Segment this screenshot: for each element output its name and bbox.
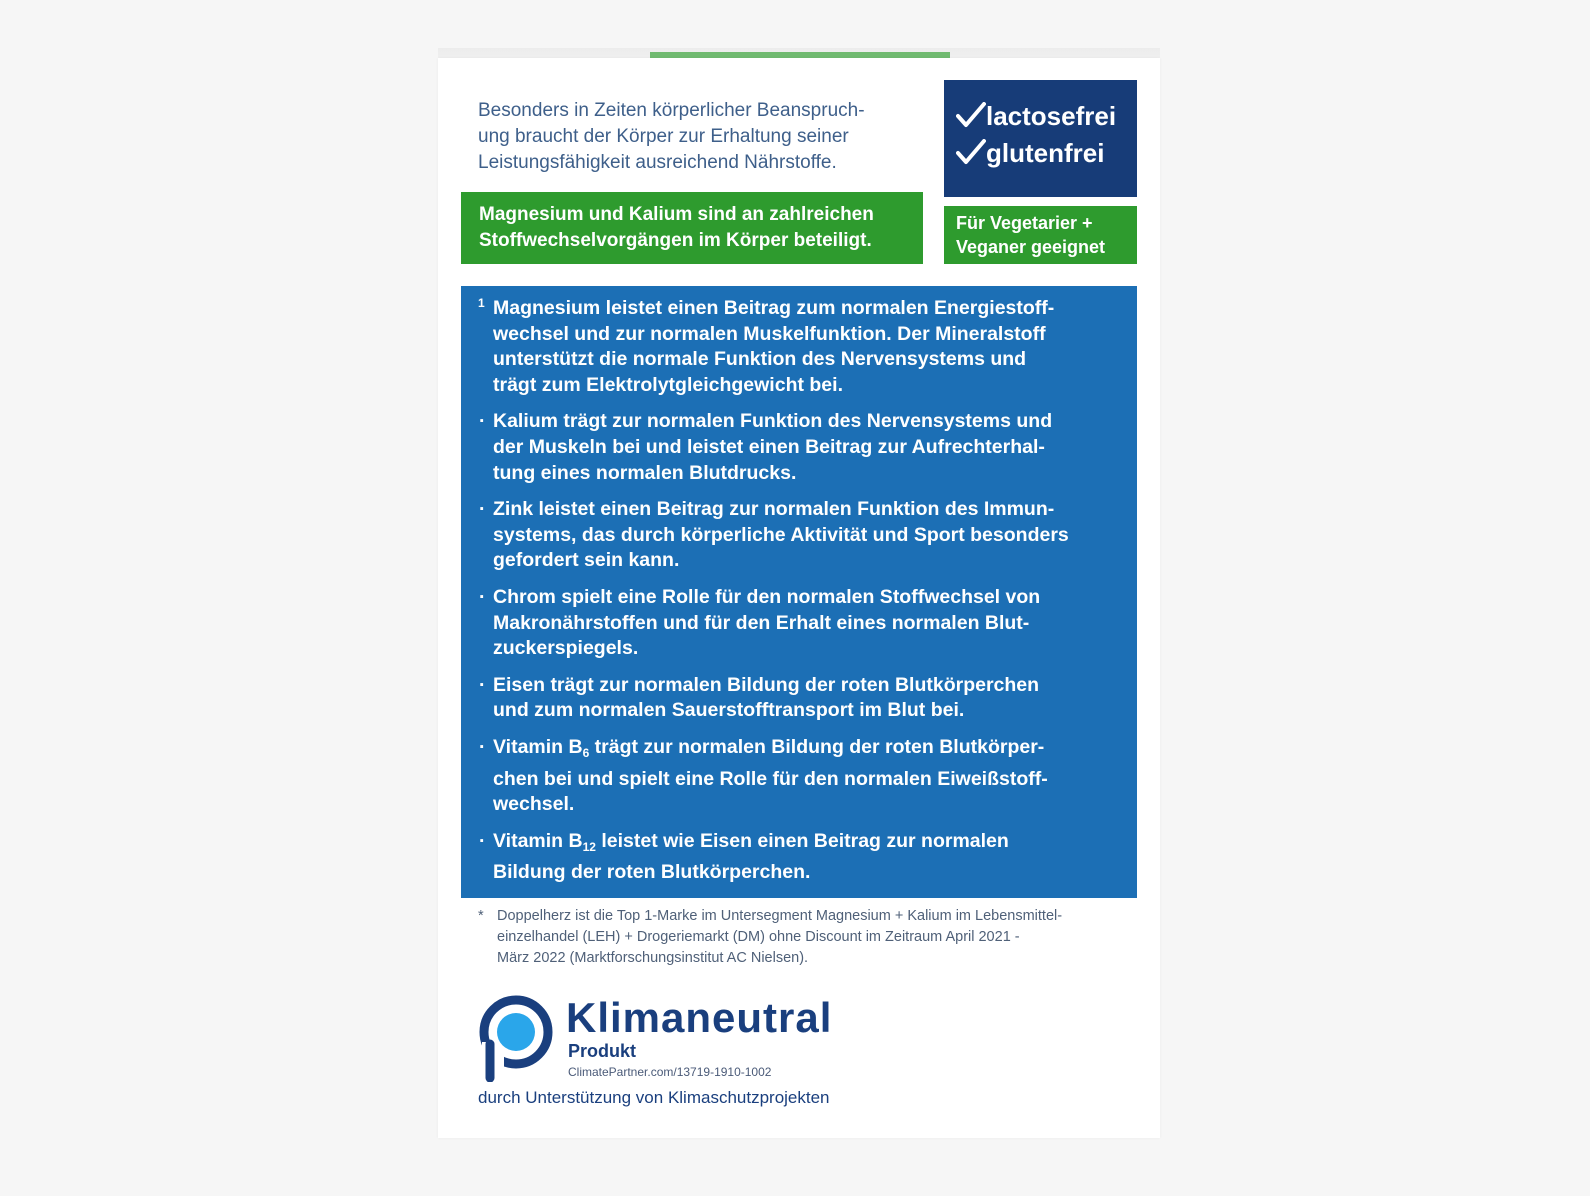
intro-line: Leistungsfähigkeit ausreichend Nährstoffe. [478, 152, 837, 173]
vegan-badge [944, 206, 1137, 264]
benefit-text: trägt zur normalen Bildung der roten Blutkörper- [589, 735, 1045, 758]
benefit-text: Vitamin B [493, 735, 583, 758]
benefit-kalium [479, 409, 1119, 486]
intro-line: Besonders in Zeiten körperlicher Beanspruch- [478, 100, 865, 121]
green-banner-line: Stoffwechselvorgängen im Körper beteiligt. [479, 230, 872, 251]
green-banner-line: Magnesium und Kalium sind an zahlreichen [479, 204, 874, 225]
benefit-zink [479, 497, 1119, 574]
bullet-dot: · [479, 735, 486, 758]
bullet-dot: · [479, 498, 486, 521]
asterisk: * [478, 908, 484, 924]
market-footnote [478, 906, 1138, 969]
bullet-dot: · [479, 673, 486, 696]
footnote-line: Doppelherz ist die Top 1-Marke im Untersegment Magnesium + Kalium im Lebensmittel- [497, 908, 1063, 924]
benefit-line: trägt zum Elektrolytgleichgewicht bei. [493, 373, 843, 396]
benefit-eisen [479, 673, 1119, 724]
gluten-free-row [956, 135, 1125, 172]
checkmark-icon [956, 102, 986, 128]
benefit-vitamin-b6 [479, 735, 1119, 818]
benefit-line: Chrom spielt eine Rolle für den normalen Stoffwechsel von [493, 585, 1041, 608]
subscript: 12 [582, 839, 596, 854]
benefit-line: und zum normalen Sauerstofftransport im Blut bei. [493, 699, 965, 722]
lactose-free-row [956, 98, 1125, 135]
benefit-line: der Muskeln bei und leistet einen Beitrag zur Aufrechterhal- [493, 435, 1045, 458]
subscript: 6 [582, 745, 590, 760]
benefit-line: unterstützt die normale Funktion des Nervensystems und [493, 348, 1027, 371]
benefit-line: Eisen trägt zur normalen Bildung der roten Blutkörperchen [493, 673, 1040, 696]
climate-support-text: durch Unterstützung von Klimaschutzprojekten [478, 1088, 830, 1107]
benefit-line: wechsel. [493, 793, 575, 816]
bullet-dot: · [479, 585, 486, 608]
benefit-vitamin-b12 [479, 829, 1119, 886]
benefit-line: Kalium trägt zur normalen Funktion des Nervensystems und [493, 410, 1053, 433]
benefit-line [493, 735, 1119, 767]
lactose-free-label: lactosefrei [986, 101, 1117, 131]
benefit-text: leistet wie Eisen einen Beitrag zur normalen [595, 829, 1009, 852]
checkmark-icon [956, 139, 986, 165]
klimaneutral-title: Klimaneutral [566, 994, 833, 1041]
benefit-line: systems, das durch körperliche Aktivität und Sport besonders [493, 523, 1069, 546]
green-banner [461, 192, 923, 264]
intro-line: ung braucht der Körper zur Erhaltung seiner [478, 126, 849, 147]
climate-partner-logo-icon [476, 992, 556, 1082]
benefit-line: Makronährstoffen und für den Erhalt eines normalen Blut- [493, 611, 1030, 634]
benefit-line: tung eines normalen Blutdrucks. [493, 461, 797, 484]
benefit-line: Magnesium leistet einen Beitrag zum normalen Energiestoff- [493, 297, 1055, 319]
benefit-line: wechsel und zur normalen Muskelfunktion. Der Mineralstoff [493, 322, 1046, 345]
benefit-line: chen bei und spielt eine Rolle für den normalen Eiweißstoff- [493, 767, 1048, 790]
vegan-badge-line: Für Vegetarier + [956, 213, 1093, 233]
free-from-badge [944, 80, 1137, 197]
benefit-text: Vitamin B [493, 829, 583, 852]
benefit-magnesium [479, 296, 1119, 398]
klimaneutral-subtitle: Produkt [568, 1041, 637, 1061]
intro-text [478, 98, 918, 176]
benefit-line: Bildung der roten Blutkörperchen. [493, 861, 811, 884]
gluten-free-label: glutenfrei [986, 138, 1105, 168]
bullet-dot: · [479, 410, 486, 433]
footnote-mark: 1 [478, 296, 485, 310]
benefit-line: Zink leistet einen Beitrag zur normalen Funktion des Immun- [493, 498, 1055, 521]
footnote-line: einzelhandel (LEH) + Drogeriemarkt (DM) ohne Discount im Zeitraum April 2021 - [497, 929, 1020, 945]
climate-partner-url: ClimatePartner.com/13719-1910-1002 [568, 1065, 772, 1079]
footnote-line: März 2022 (Marktforschungsinstitut AC Nielsen). [497, 950, 809, 966]
benefit-chrom [479, 585, 1119, 662]
benefit-line: gefordert sein kann. [493, 549, 680, 572]
vegan-badge-line: Veganer geeignet [956, 237, 1106, 257]
benefits-panel [461, 286, 1137, 898]
bullet-dot: · [479, 829, 486, 852]
benefit-line: zuckerspiegels. [493, 637, 639, 660]
benefit-line [493, 829, 1119, 861]
